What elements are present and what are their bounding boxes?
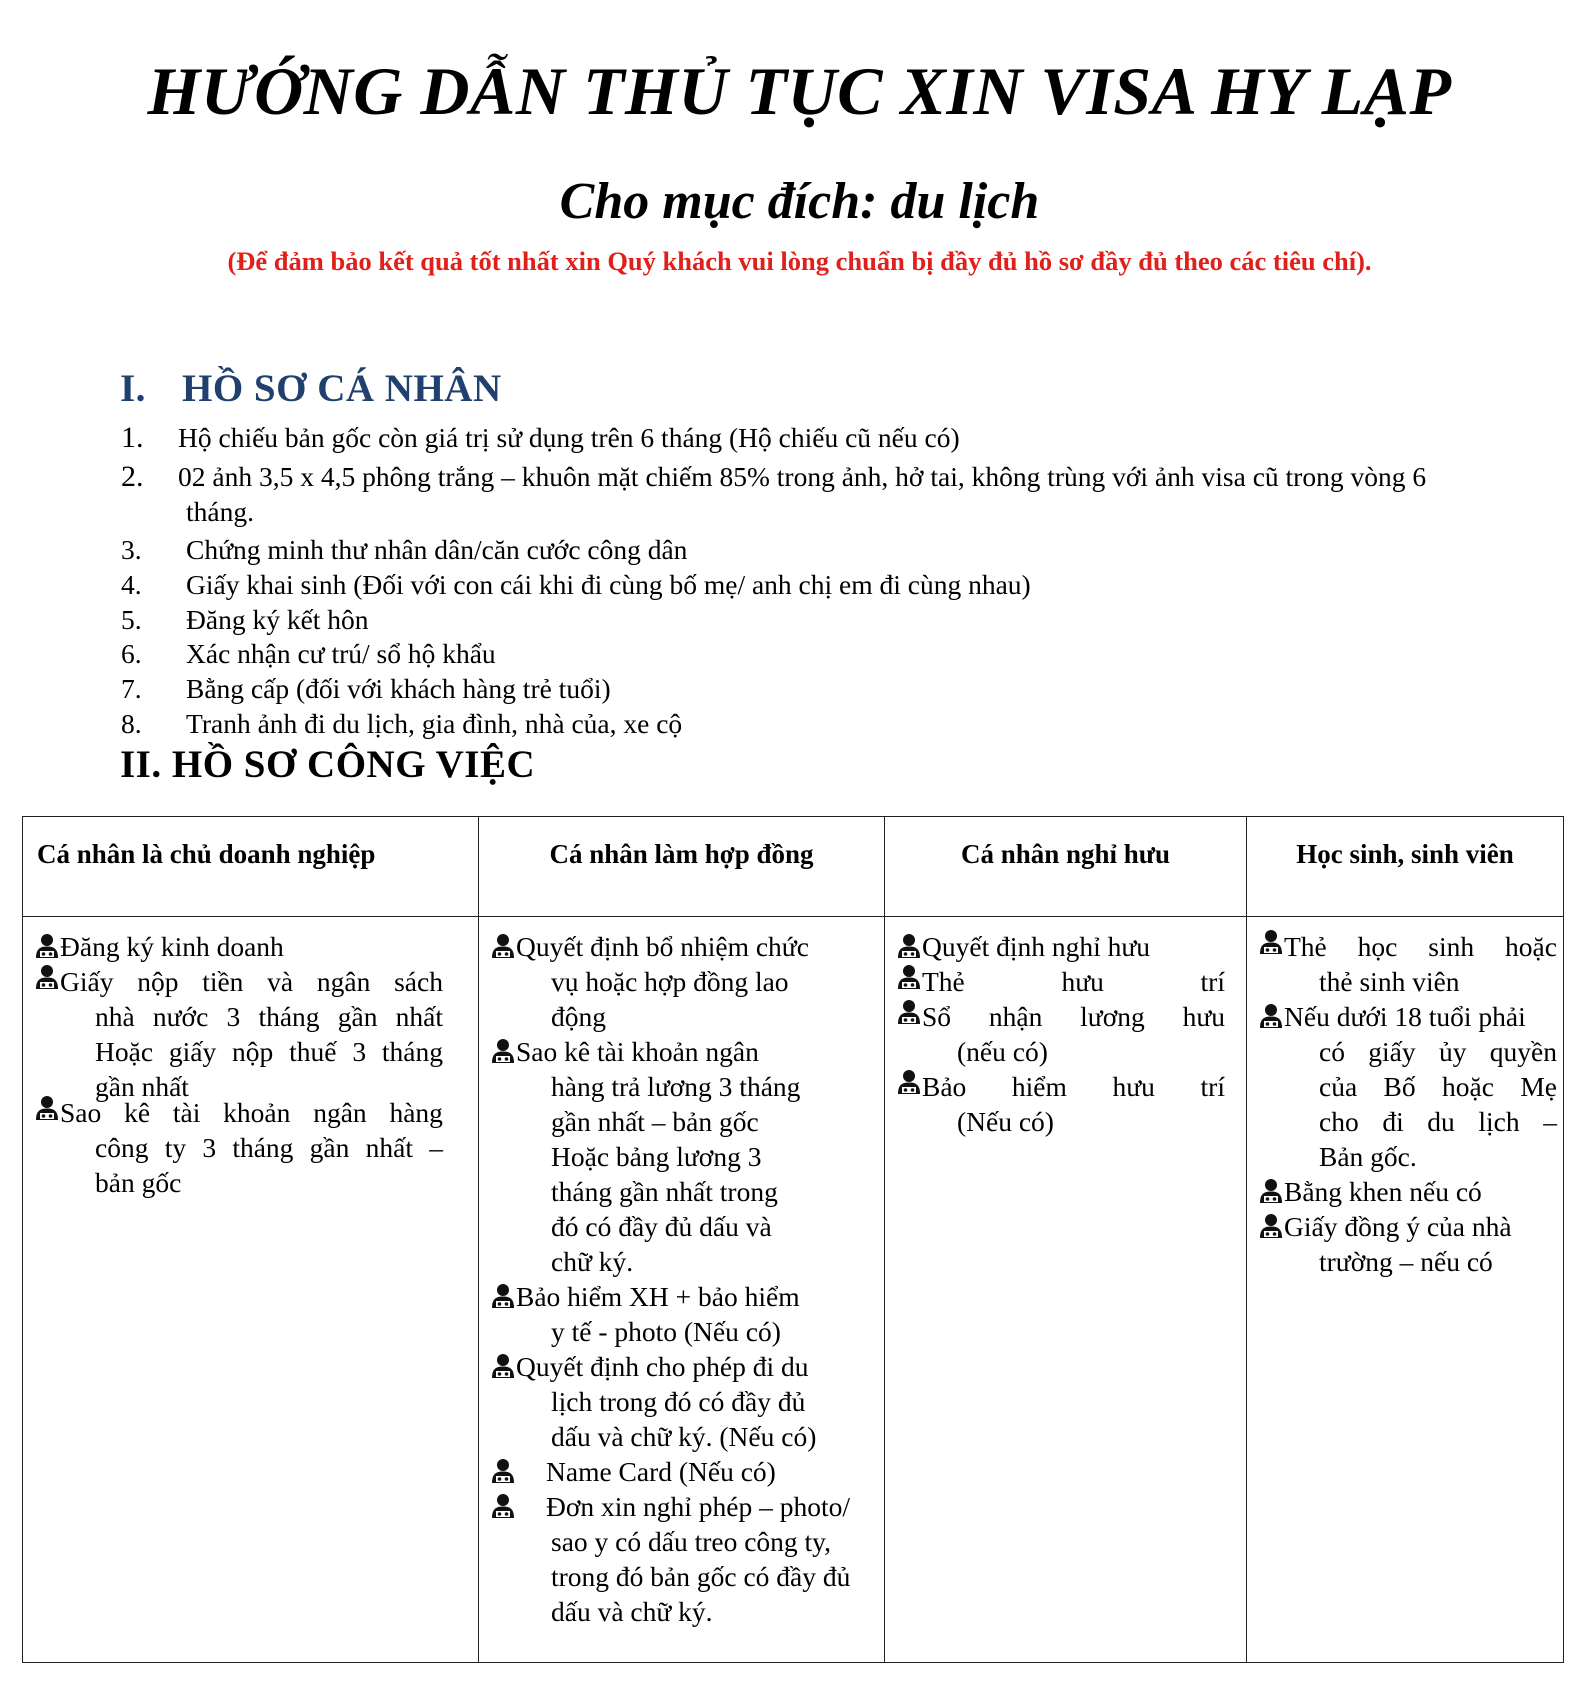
work-documents-table (22, 816, 1564, 1663)
requirement-item (491, 1349, 816, 1454)
requirement-line: sao y có dấu treo công ty, (551, 1526, 832, 1557)
item-text: Tranh ảnh đi du lịch, gia đình, nhà của, xe cộ (186, 708, 683, 739)
column-cell-contract-employee (479, 917, 885, 1663)
requirement-text: Giấy nộp tiền và ngân sách (60, 966, 443, 997)
requirement-text: Bằng khen nếu có (1284, 1176, 1482, 1207)
section2-heading: II. HỒ SƠ CÔNG VIỆC (120, 743, 536, 786)
requirement-line: hàng trả lương 3 tháng (551, 1071, 801, 1102)
user-bullet-icon (35, 964, 59, 990)
requirement-item (1259, 999, 1557, 1174)
requirement-item (1259, 1174, 1482, 1209)
item-text: tháng. (186, 496, 254, 527)
requirement-line (897, 999, 1225, 1034)
item-number: 5. (121, 604, 142, 635)
requirement-line (491, 1279, 800, 1314)
requirement-text: Thẻ hưu trí (922, 966, 1225, 997)
user-bullet-icon (491, 933, 515, 959)
requirement-item (897, 1069, 1225, 1139)
requirement-line (897, 1069, 1225, 1104)
requirement-line: trường – nếu có (1319, 1246, 1493, 1277)
requirement-line: thẻ sinh viên (1319, 966, 1460, 997)
requirement-item (35, 929, 284, 964)
requirement-line: (Nếu có) (957, 1106, 1054, 1137)
requirement-line: bản gốc (95, 1167, 182, 1198)
requirement-text: Nếu dưới 18 tuổi phải (1284, 1001, 1526, 1032)
column-cell-retiree (885, 917, 1247, 1663)
requirement-line: dấu và chữ ký. (Nếu có) (551, 1421, 817, 1452)
table-body-row (23, 917, 1564, 1663)
requirement-text: Bảo hiểm XH + bảo hiểm (516, 1281, 800, 1312)
requirement-text: Giấy đồng ý của nhà (1284, 1211, 1512, 1242)
column-header-retiree: Cá nhân nghỉ hưu (885, 817, 1247, 917)
requirement-line (491, 1349, 816, 1384)
requirement-item (35, 964, 443, 1104)
requirement-line (897, 964, 1225, 999)
requirement-text: Quyết định bổ nhiệm chức (516, 931, 809, 962)
item-number: 4. (121, 569, 142, 600)
requirement-line: nhà nước 3 tháng gần nhất (95, 1001, 443, 1032)
requirement-line: tháng gần nhất trong (551, 1176, 778, 1207)
item-number: 2. (121, 460, 144, 493)
document-title: HƯỚNG DẪN THỦ TỤC XIN VISA HY LẠP (147, 53, 1452, 129)
item-number: 8. (121, 708, 142, 739)
requirement-item (491, 1279, 800, 1349)
requirement-line: có giấy ủy quyền (1319, 1036, 1557, 1067)
user-bullet-icon (35, 1095, 59, 1121)
requirement-line (35, 964, 443, 999)
requirement-line: cho đi du lịch – (1319, 1106, 1557, 1137)
requirement-text: Sổ nhận lương hưu (922, 1001, 1225, 1032)
user-bullet-icon (35, 933, 59, 959)
column-cell-business-owner (23, 917, 479, 1663)
section1-heading (120, 366, 502, 411)
requirement-line: dấu và chữ ký. (551, 1596, 713, 1627)
requirement-line (1259, 1174, 1482, 1209)
requirement-line: gần nhất (95, 1071, 189, 1102)
requirement-item (491, 929, 809, 1034)
item-text: Hộ chiếu bản gốc còn giá trị sử dụng trên 6 tháng (Hộ chiếu cũ nếu có) (178, 422, 960, 453)
user-bullet-icon (897, 933, 921, 959)
requirement-line (897, 929, 1150, 964)
requirement-text: Quyết định nghỉ hưu (922, 931, 1151, 962)
requirement-line: y tế - photo (Nếu có) (551, 1316, 781, 1347)
item-number: 1. (121, 421, 144, 454)
user-bullet-icon (1259, 1213, 1283, 1239)
requirement-line: Hoặc bảng lương 3 (551, 1141, 762, 1172)
requirement-line: Hoặc giấy nộp thuế 3 tháng (95, 1036, 443, 1067)
requirement-text: Bảo hiểm hưu trí (922, 1071, 1225, 1102)
requirement-line (491, 1034, 800, 1069)
column-cell-student (1247, 917, 1564, 1663)
requirement-item (491, 1489, 850, 1629)
requirement-line: trong đó bản gốc có đầy đủ (551, 1561, 851, 1592)
section1-heading-text: HỒ SƠ CÁ NHÂN (182, 367, 502, 410)
requirement-line: gần nhất – bản gốc (551, 1106, 759, 1137)
column-header-business-owner: Cá nhân là chủ doanh nghiệp (23, 817, 479, 917)
table-header-row (23, 817, 1564, 917)
requirement-text: Đăng ký kinh doanh (60, 931, 284, 962)
requirement-item (897, 964, 1225, 999)
requirement-line (1259, 1209, 1512, 1244)
item-text: Xác nhận cư trú/ sổ hộ khẩu (186, 638, 496, 669)
requirement-text: Sao kê tài khoản ngân (516, 1036, 759, 1067)
requirement-line: (nếu có) (957, 1036, 1048, 1067)
user-bullet-icon (491, 1458, 515, 1484)
requirement-item (1259, 1209, 1512, 1279)
column-header-contract-employee: Cá nhân làm hợp đồng (479, 817, 885, 917)
requirement-item (35, 1095, 443, 1200)
requirement-line (491, 1489, 850, 1524)
item-number: 3. (121, 534, 142, 565)
section1-number: I. (120, 367, 146, 410)
requirement-line: đó có đầy đủ dấu và (551, 1211, 772, 1242)
requirement-text: Đơn xin nghỉ phép – photo/ (546, 1491, 851, 1522)
requirement-item (897, 929, 1150, 964)
user-bullet-icon (897, 1069, 921, 1095)
item-text: Bằng cấp (đối với khách hàng trẻ tuổi) (186, 673, 611, 704)
item-number: 6. (121, 638, 142, 669)
item-text: Chứng minh thư nhân dân/căn cước công dân (186, 534, 688, 565)
item-number: 7. (121, 673, 142, 704)
preparation-note: (Để đảm bảo kết quả tốt nhất xin Quý khách vui lòng chuẩn bị đầy đủ hồ sơ đầy đủ theo các tiêu chí). (227, 246, 1372, 276)
column-header-student: Học sinh, sinh viên (1247, 817, 1564, 917)
item-text: 02 ảnh 3,5 x 4,5 phông trắng – khuôn mặt chiếm 85% trong ảnh, hở tai, không trùng với ảnh visa cũ trong vòng 6 (178, 461, 1427, 492)
requirement-text: Sao kê tài khoản ngân hàng (60, 1097, 443, 1128)
user-bullet-icon (491, 1493, 515, 1519)
requirement-line (1259, 929, 1557, 964)
requirement-item (1259, 929, 1557, 999)
requirement-line (1259, 999, 1557, 1034)
user-bullet-icon (1259, 1178, 1283, 1204)
requirement-item (897, 999, 1225, 1069)
requirement-item (491, 1454, 776, 1489)
item-text: Giấy khai sinh (Đối với con cái khi đi cùng bố mẹ/ anh chị em đi cùng nhau) (186, 569, 1031, 600)
requirement-line: công ty 3 tháng gần nhất – (95, 1132, 443, 1163)
user-bullet-icon (1259, 1003, 1283, 1029)
requirement-line (35, 1095, 443, 1130)
user-bullet-icon (897, 964, 921, 990)
requirement-text: Thẻ học sinh hoặc (1284, 931, 1557, 962)
user-bullet-icon (491, 1283, 515, 1309)
user-bullet-icon (897, 999, 921, 1025)
document-subtitle: Cho mục đích: du lịch (559, 173, 1040, 230)
requirement-line: chữ ký. (551, 1246, 634, 1277)
user-bullet-icon (491, 1038, 515, 1064)
requirement-line (491, 1454, 776, 1489)
requirement-line: động (551, 1001, 606, 1032)
requirement-text: Name Card (Nếu có) (546, 1456, 776, 1487)
requirement-line (35, 929, 284, 964)
requirement-line: Bản gốc. (1319, 1141, 1417, 1172)
requirement-line: của Bố hoặc Mẹ (1319, 1071, 1557, 1102)
requirement-item (491, 1034, 800, 1279)
item-text: Đăng ký kết hôn (186, 604, 369, 635)
requirement-line: lịch trong đó có đầy đủ (551, 1386, 806, 1417)
user-bullet-icon (491, 1353, 515, 1379)
requirement-text: Quyết định cho phép đi du (516, 1351, 809, 1382)
requirement-line (491, 929, 809, 964)
user-bullet-icon (1259, 929, 1283, 955)
requirement-line: vụ hoặc hợp đồng lao (551, 966, 789, 997)
